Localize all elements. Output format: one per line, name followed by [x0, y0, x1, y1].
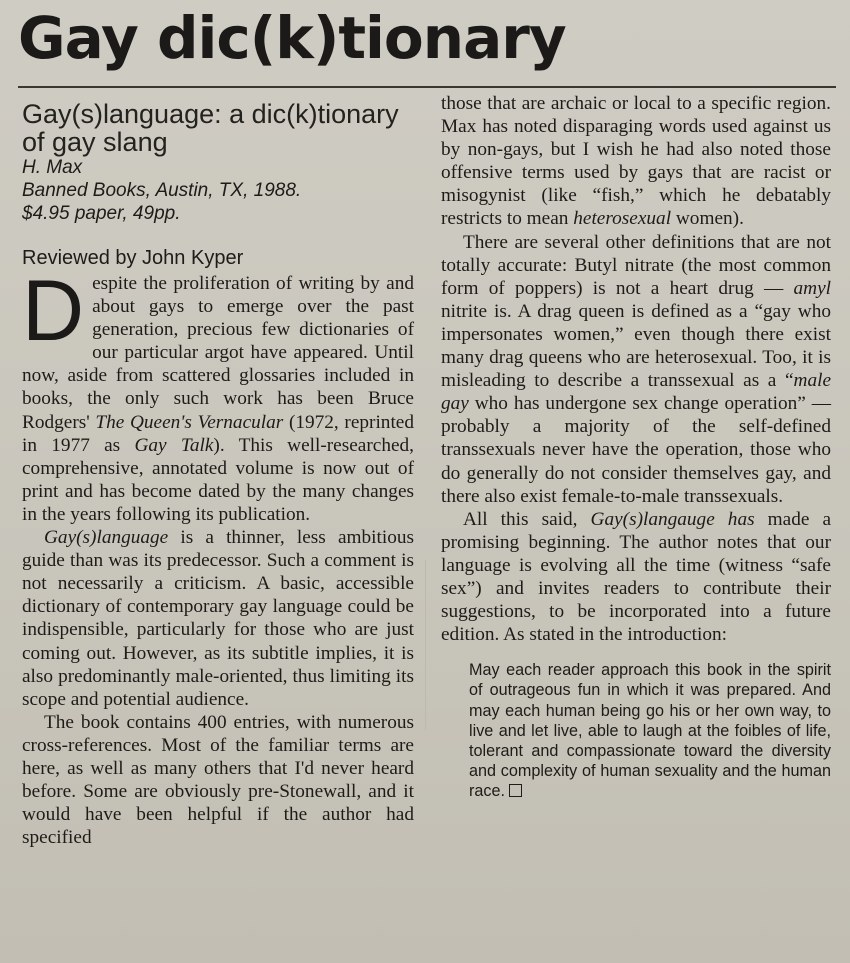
- text-run: women).: [671, 208, 744, 230]
- italic-term: male gay: [441, 370, 831, 415]
- text-run: nitrite is. A drag queen is defined as a “gay who impersonates women,” even though there exist many drag queens who are heterosexual. Too, it is misleading to describe a transsexual as a “: [441, 300, 831, 392]
- italic-title: The Queen's Vernacular: [95, 411, 284, 433]
- book-price: $4.95 paper, 49pp.: [22, 203, 181, 224]
- headline-rule: [18, 86, 836, 88]
- right-paragraph-2: [441, 231, 831, 508]
- right-paragraph-1: [441, 92, 831, 231]
- text-run: those that are archaic or local to a specific region. Max has noted disparaging words used against us by non-gays, but I wish he had also noted those offensive terms used by gays that are racist or misogynist (like “fish,” which he debatably restricts to mean: [441, 93, 831, 230]
- text-run: (1972, reprinted in 1977 as: [22, 411, 414, 456]
- drop-cap: D: [22, 263, 85, 359]
- italic-title: Gay Talk: [134, 434, 214, 456]
- text-run: espite the proliferation of writing by and about gays to emerge over the past generation, precious few dictionaries of our particular argot have appeared. Until now, aside from scattered glossaries included in books, the only such work has been Bruce Rodgers': [22, 273, 414, 433]
- text-run: made a promising beginning. The author notes that our language is evolving all the time (witness “safe sex”) and invites readers to contribute their suggestions, to be incorporated into a future edition. As stated in the introduction:: [441, 508, 831, 646]
- book-publisher: Banned Books, Austin, TX, 1988.: [22, 180, 302, 201]
- left-paragraph-1: [22, 263, 414, 526]
- paper-crease: [425, 560, 426, 730]
- italic-title: Gay(s)language: [44, 527, 169, 549]
- book-author: H. Max: [22, 157, 83, 178]
- italic-term: amyl: [793, 277, 831, 299]
- end-mark-icon: [509, 784, 522, 797]
- introduction-quote: [469, 660, 831, 801]
- headline: Gay dic(k)tionary: [18, 4, 566, 72]
- byline: Reviewed by John Kyper: [22, 247, 244, 269]
- right-column: [441, 92, 831, 802]
- italic-term: Gay(s)langauge has: [590, 508, 755, 530]
- text-run: ). This well-researched, comprehensive, annotated volume is now out of print and has become dated by the many changes in the years following its publication.: [22, 434, 414, 525]
- right-paragraph-3: [441, 508, 831, 647]
- quote-text: May each reader approach this book in the spirit of outrageous fun in which it was prepared. And may each human being go his or her own way, to live and let live, able to laugh at the foibles of life, tolerant and compassionate toward the diversity and complexity of human sexuality and the human race.: [469, 661, 831, 801]
- book-title-line2: of gay slang: [22, 127, 168, 157]
- text-run: who has undergone sex change operation” — probably a majority of the self-defined transsexuals never have the operation, those who do generally do not consider themselves gay, and there also exist female-to-male transsexuals.: [441, 393, 831, 507]
- left-paragraph-2: [22, 526, 414, 711]
- text-run: is a thinner, less ambitious guide than was its predecessor. Such a comment is not necessarily a criticism. A basic, accessible dictionary of contemporary gay language could be indispensible, particularly for those who are just coming out. However, as its subtitle implies, it is also predominantly male-oriented, thus limiting its scope and potential audience.: [22, 527, 414, 710]
- book-title: [22, 100, 414, 156]
- left-column: [22, 96, 414, 849]
- left-paragraph-3: The book contains 400 entries, with numerous cross-references. Most of the familiar terms are here, as well as many others that I'd never heard before. Some are obviously pre-Stonewall, and it would have been helpful if the author had specified: [22, 711, 414, 849]
- book-title-line1: Gay(s)language: a dic(k)tionary: [22, 99, 399, 129]
- text-run: There are several other definitions that are not totally accurate: Butyl nitrate (the most common form of poppers) is not a heart drug —: [441, 231, 831, 299]
- italic-term: heterosexual: [573, 208, 672, 230]
- text-run: All this said,: [463, 508, 591, 530]
